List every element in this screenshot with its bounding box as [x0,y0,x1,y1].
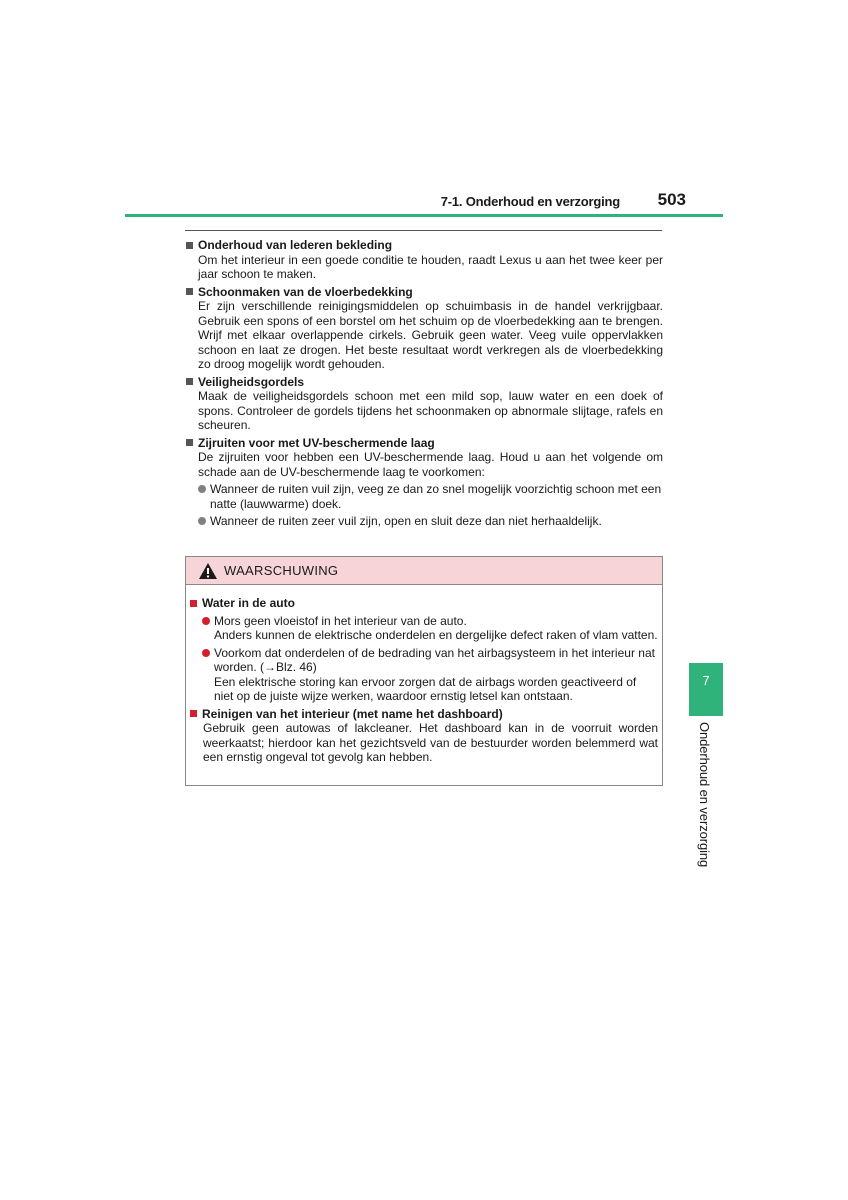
section-leather [185,238,663,282]
main-content [185,238,663,532]
warning-header [186,557,662,585]
square-bullet-icon [190,600,197,607]
section-seatbelts [185,375,663,433]
section-title: Veiligheidsgordels [198,374,305,389]
warning-body [186,585,662,765]
section-title: Reinigen van het interieur (met name het dashboard) [202,706,503,721]
warning-box [185,556,663,786]
list-item [202,646,658,704]
warning-section-water [189,596,658,704]
section-uv-windows [185,436,663,529]
list-item-text: Mors geen vloeistof in het interieur van de auto. [214,613,467,628]
round-bullet-icon [198,485,206,493]
chapter-number: 7 [702,673,710,688]
section-title: Schoonmaken van de vloerbedekking [198,284,413,299]
square-bullet-icon [186,242,193,249]
chapter-tab [689,663,723,716]
section-text: Maak de veiligheidsgordels schoon met een mild sop, lauw water en een doek of spons. Controleer de gordels tijdens het schoonmaken op abnormale slijtage, rafels en scheuren. [198,389,663,432]
square-bullet-icon [186,378,193,385]
section-text: Om het interieur in een goede conditie te houden, raadt Lexus u aan het twee keer per jaar schoon te maken. [198,252,663,281]
list-item-text: Wanneer de ruiten zeer vuil zijn, open en sluit deze dan niet herhaaldelijk. [210,514,602,528]
list-item-text: Anders kunnen de elektrische onderdelen en dergelijke defect raken of vlam vatten. [214,628,658,642]
section-title: Zijruiten voor met UV-beschermende laag [198,435,435,450]
square-bullet-icon [186,439,193,446]
header-section-title: 7-1. Onderhoud en verzorging [440,194,620,209]
header-rule [125,214,723,217]
round-bullet-icon [198,517,206,525]
page-number: 503 [657,190,686,209]
square-bullet-icon [186,288,193,295]
chapter-label: Onderhoud en verzorging [697,722,712,868]
list-item-text: Wanneer de ruiten vuil zijn, veeg ze dan zo snel mogelijk voorzichtig schoon met een natte (lauwwarme) doek. [210,482,662,511]
content-rule [185,230,662,231]
warning-section-dashboard [189,707,658,765]
section-text: Gebruik geen autowas of lakcleaner. Het dashboard kan in de voorruit worden weerkaatst; hierdoor kan het gezichtsveld van de bestuurder worden belemmerd wat een ernstig ongeval tot gevolg kan hebben. [203,721,658,764]
round-bullet-icon [202,617,210,625]
list-item [202,614,658,643]
list-item-text: Voorkom dat onderdelen of de bedrading van het airbagsysteem in het interieur nat worden. (→Blz. 46) [214,645,655,674]
section-title: Water in de auto [202,596,295,610]
section-title: Onderhoud van lederen bekleding [198,238,393,252]
warning-triangle-icon [198,562,218,580]
section-carpet [185,285,663,372]
list-item-text: Een elektrische storing kan ervoor zorgen dat de airbags worden geactiveerd of niet op de juiste wijze werken, waardoor ernstig letsel kan ontstaan. [214,674,637,703]
list-item [198,514,663,529]
warning-label: WAARSCHUWING [224,563,339,578]
list-item [198,482,663,511]
section-text: Er zijn verschillende reinigingsmiddelen op schuimbasis in de handel verkrijgbaar. Gebruik een spons of een borstel om het schuim op de vloerbedekking aan te brengen. Wrijf met elkaar overlappende cirkels. Gebruik geen water. Veeg vuile oppervlakken schoon en laat ze drogen. Het beste resultaat wordt verkregen als de vloerbedekking zo droog mogelijk wordt gehouden. [198,299,663,371]
round-bullet-icon [202,649,210,657]
square-bullet-icon [190,710,197,717]
section-text: De zijruiten voor hebben een UV-beschermende laag. Houd u aan het volgende om schade aan de UV-beschermende laag te voorkomen: [198,450,663,479]
